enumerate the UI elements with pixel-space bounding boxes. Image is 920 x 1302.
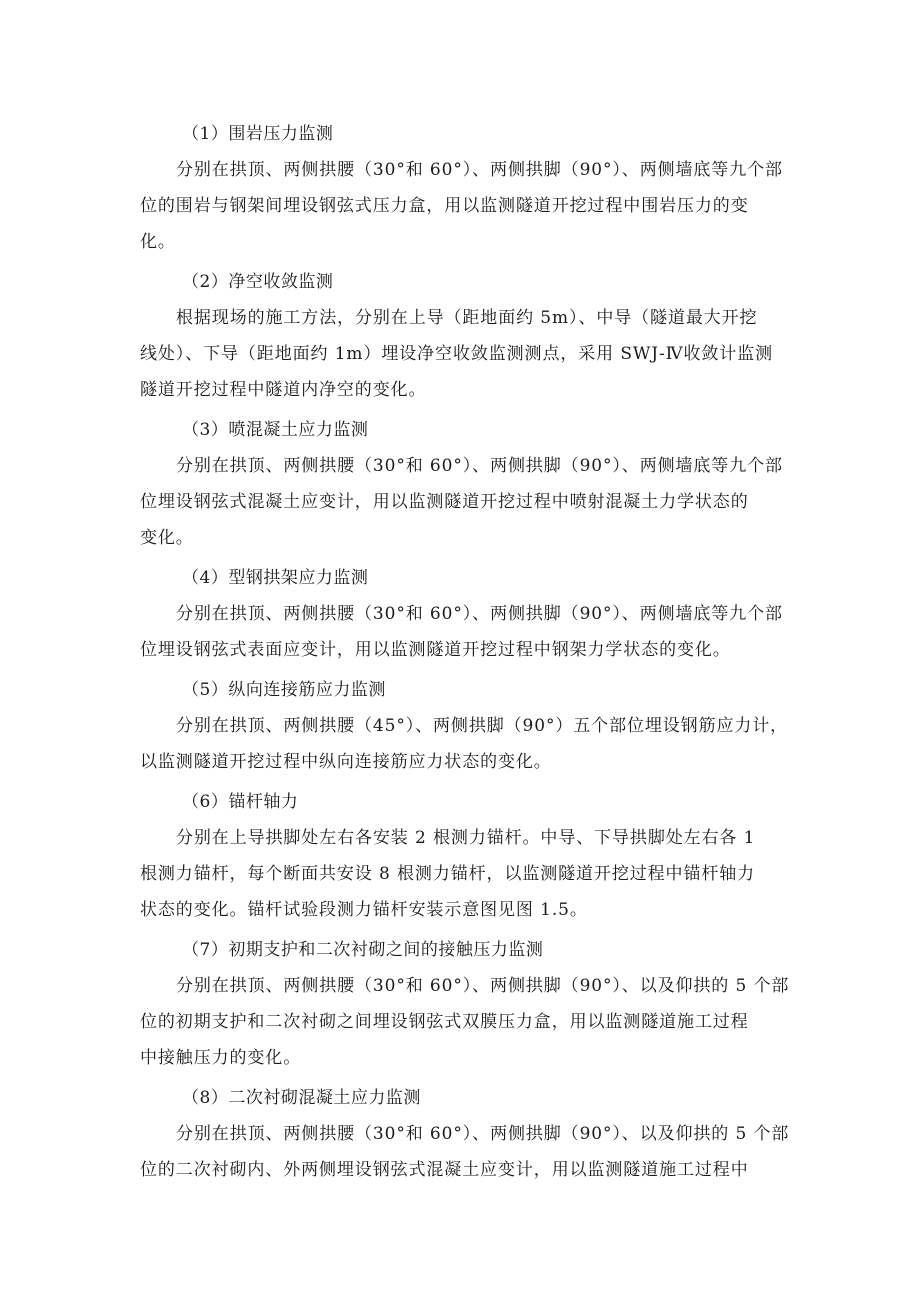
paragraph-line: 位的二次衬砌内、外两侧埋设钢弦式混凝土应变计，用以监测隧道施工过程中 bbox=[140, 1160, 749, 1180]
section-paragraph bbox=[140, 1116, 788, 1188]
paragraph-line: 化。 bbox=[140, 232, 176, 252]
section-paragraph bbox=[140, 300, 788, 408]
paragraph-line: 分别在拱顶、两侧拱腰（30°和 60°）、两侧拱脚（90°）、以及仰拱的 5 个部 bbox=[176, 1124, 790, 1144]
paragraph-line: 根测力锚杆，每个断面共安设 8 根测力锚杆，以监测隧道开挖过程中锚杆轴力 bbox=[140, 864, 756, 884]
section-paragraph bbox=[140, 968, 788, 1076]
section-paragraph bbox=[140, 708, 788, 780]
section-paragraph bbox=[140, 820, 788, 928]
paragraph-line: 隧道开挖过程中隧道内净空的变化。 bbox=[140, 380, 427, 400]
section-heading: （4）型钢拱架应力监测 bbox=[182, 568, 369, 588]
section-paragraph bbox=[140, 152, 788, 260]
paragraph-line: 分别在上导拱脚处左右各安装 2 根测力锚杆。中导、下导拱脚处左右各 1 bbox=[176, 828, 756, 848]
paragraph-line: 位的初期支护和二次衬砌之间埋设钢弦式双膜压力盒，用以监测隧道施工过程 bbox=[140, 1012, 749, 1032]
section-clearance-convergence bbox=[140, 264, 788, 408]
section-steel-arch-stress bbox=[140, 560, 788, 668]
paragraph-line: 中接触压力的变化。 bbox=[140, 1048, 302, 1068]
section-heading: （2）净空收敛监测 bbox=[182, 272, 334, 292]
paragraph-line: 位埋设钢弦式表面应变计，用以监测隧道开挖过程中钢架力学状态的变化。 bbox=[140, 640, 731, 660]
section-shotcrete-stress bbox=[140, 412, 788, 556]
section-heading: （1）围岩压力监测 bbox=[182, 124, 334, 144]
section-paragraph bbox=[140, 596, 788, 668]
paragraph-line: 分别在拱顶、两侧拱腰（30°和 60°）、两侧拱脚（90°）、两侧墙底等九个部 bbox=[176, 160, 783, 180]
section-contact-pressure bbox=[140, 932, 788, 1076]
section-heading: （3）喷混凝土应力监测 bbox=[182, 420, 369, 440]
section-heading: （6）锚杆轴力 bbox=[182, 792, 299, 812]
paragraph-line: 根据现场的施工方法，分别在上导（距地面约 5m）、中导（隧道最大开挖 bbox=[176, 308, 758, 328]
section-longitudinal-rebar-stress bbox=[140, 672, 788, 780]
paragraph-line: 状态的变化。锚杆试验段测力锚杆安装示意图见图 1.5。 bbox=[140, 900, 588, 920]
paragraph-line: 位的围岩与钢架间埋设钢弦式压力盒，用以监测隧道开挖过程中围岩压力的变 bbox=[140, 196, 749, 216]
section-heading: （7）初期支护和二次衬砌之间的接触压力监测 bbox=[182, 940, 544, 960]
paragraph-line: 分别在拱顶、两侧拱腰（30°和 60°）、两侧拱脚（90°）、两侧墙底等九个部 bbox=[176, 604, 783, 624]
section-anchor-axial-force bbox=[140, 784, 788, 928]
section-secondary-lining-stress bbox=[140, 1080, 788, 1188]
paragraph-line: 分别在拱顶、两侧拱腰（30°和 60°）、两侧拱脚（90°）、两侧墙底等九个部 bbox=[176, 456, 783, 476]
paragraph-line: 变化。 bbox=[140, 528, 194, 548]
section-surrounding-rock-pressure bbox=[140, 116, 788, 260]
section-heading: （5）纵向连接筋应力监测 bbox=[182, 680, 386, 700]
paragraph-line: 位埋设钢弦式混凝土应变计，用以监测隧道开挖过程中喷射混凝土力学状态的 bbox=[140, 492, 749, 512]
section-paragraph bbox=[140, 448, 788, 556]
paragraph-line: 以监测隧道开挖过程中纵向连接筋应力状态的变化。 bbox=[140, 752, 552, 772]
section-heading: （8）二次衬砌混凝土应力监测 bbox=[182, 1088, 421, 1108]
paragraph-line: 分别在拱顶、两侧拱腰（30°和 60°）、两侧拱脚（90°）、以及仰拱的 5 个部 bbox=[176, 976, 790, 996]
document-body bbox=[140, 116, 788, 1192]
paragraph-line: 线处）、下导（距地面约 1m）埋设净空收敛监测测点，采用 SWJ-Ⅳ收敛计监测 bbox=[140, 344, 774, 364]
paragraph-line: 分别在拱顶、两侧拱腰（45°）、两侧拱脚（90°）五个部位埋设钢筋应力计， bbox=[176, 716, 789, 736]
